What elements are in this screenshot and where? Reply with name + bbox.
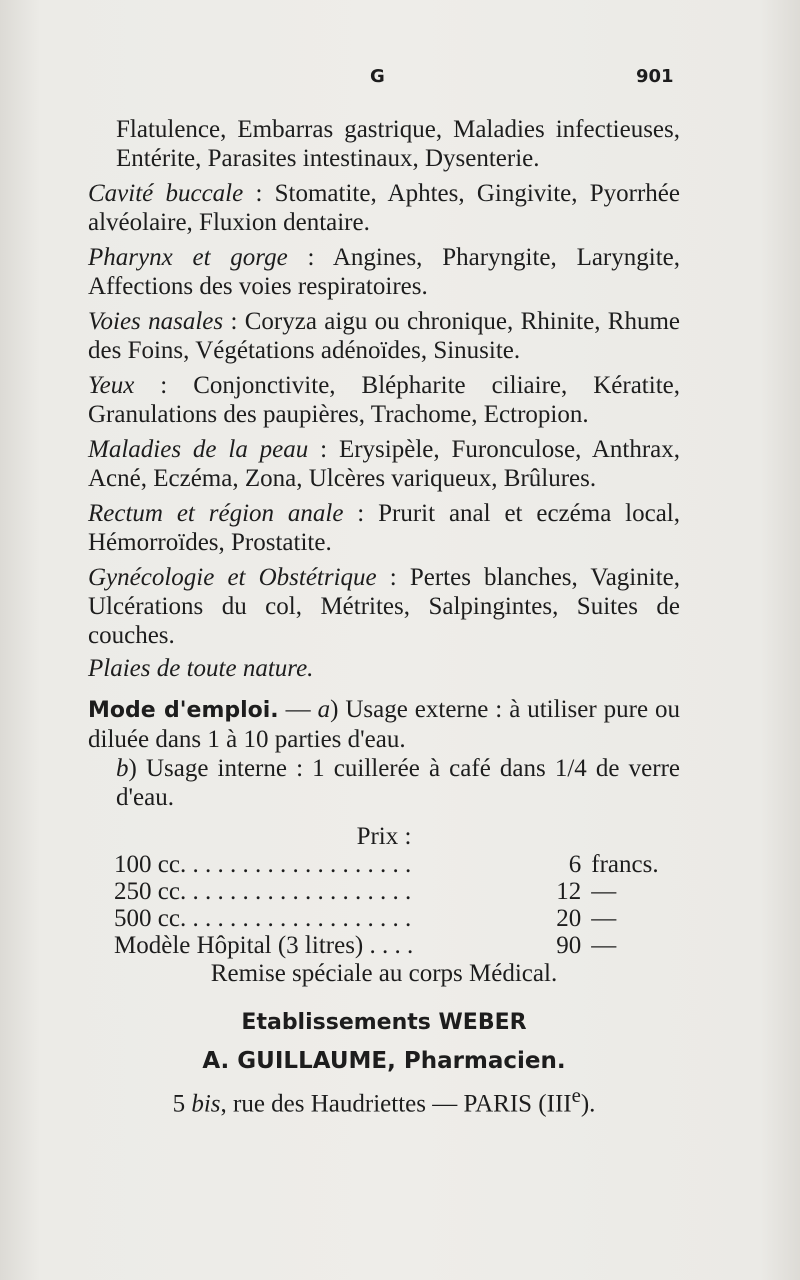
section-pharynx bbox=[88, 243, 680, 301]
prix-title: Prix : bbox=[356, 823, 412, 850]
price-item: 100 cc. . . . . . . . . . . . . . . . . . . bbox=[114, 851, 412, 878]
price-row bbox=[114, 851, 680, 878]
section-rectum bbox=[88, 499, 680, 557]
price-unit: — bbox=[591, 905, 617, 932]
page-content bbox=[88, 115, 680, 1119]
mode-a-marker: a bbox=[317, 696, 331, 723]
section-text: : Pertes blanches, Vaginite, Ulcérations du col, Métrites, Salpingintes, Suites de couches. bbox=[88, 564, 680, 649]
mode-usage-externe bbox=[88, 695, 680, 754]
section-heading: Pharynx et gorge bbox=[88, 244, 288, 271]
address-street: , rue des Haudriettes — PARIS (III bbox=[220, 1090, 572, 1118]
section-text: : Coryza aigu ou chronique, Rhinite, Rhume des Foins, Végétations adénoïdes, Sinusite. bbox=[88, 308, 680, 364]
remise-note: Remise spéciale au corps Médical. bbox=[210, 960, 558, 987]
intro-paragraph bbox=[88, 115, 680, 173]
section-heading: Rectum et région anale bbox=[88, 500, 344, 527]
section-yeux bbox=[88, 371, 680, 429]
running-head bbox=[0, 66, 800, 94]
price-row bbox=[114, 878, 680, 905]
price-row bbox=[114, 932, 680, 959]
price-value: 90 bbox=[556, 932, 582, 959]
section-heading: Maladies de la peau bbox=[88, 436, 309, 463]
address-bis: bis bbox=[191, 1090, 221, 1118]
section-heading: Gynécologie et Obstétrique bbox=[88, 564, 377, 591]
section-heading: Cavité buccale bbox=[88, 180, 244, 207]
mode-emploi bbox=[88, 695, 680, 812]
price-unit: — bbox=[591, 932, 617, 959]
section-voies-nasales bbox=[88, 307, 680, 365]
price-value: 20 bbox=[556, 905, 582, 932]
page-number: 901 bbox=[636, 66, 674, 87]
price-item: 250 cc. . . . . . . . . . . . . . . . . . . bbox=[114, 878, 412, 905]
mode-b-marker: b bbox=[116, 755, 129, 782]
establishment-name: Etablissements WEBER bbox=[241, 1010, 527, 1035]
section-heading: Plaies de toute nature. bbox=[88, 655, 314, 682]
intro-text: Flatulence, Embarras gastrique, Maladies infectieuses, Entérite, Parasites intestinaux, Dysenterie. bbox=[116, 116, 680, 172]
price-item: 500 cc. . . . . . . . . . . . . . . . . . . bbox=[114, 905, 412, 932]
section-text: : Erysipèle, Furonculose, Anthrax, Acné, Eczéma, Zona, Ulcères variqueux, Brûlures. bbox=[88, 436, 680, 492]
section-text: : Conjonctivite, Blépharite ciliaire, Kératite, Granulations des paupières, Trachome, Ectropion. bbox=[88, 372, 680, 428]
mode-b-text: ) Usage interne : 1 cuillerée à café dans 1/4 de verre d'eau. bbox=[116, 755, 680, 811]
price-value: 12 bbox=[556, 878, 582, 905]
section-peau bbox=[88, 435, 680, 493]
address-end: ). bbox=[580, 1090, 596, 1118]
mode-a-text: ) Usage externe : à utiliser pure ou diluée dans 1 à 10 parties d'eau. bbox=[88, 696, 680, 753]
section-text: : Angines, Pharyngite, Laryngite, Affections des voies respiratoires. bbox=[88, 244, 680, 300]
mode-dash: — bbox=[278, 696, 318, 723]
section-text: : Prurit anal et eczéma local, Hémorroïdes, Prostatite. bbox=[88, 500, 680, 556]
mode-label: Mode d'emploi. bbox=[88, 698, 279, 723]
section-plaies bbox=[88, 654, 680, 683]
mode-usage-interne bbox=[88, 754, 680, 812]
address-superscript: e bbox=[571, 1083, 581, 1107]
price-unit: — bbox=[591, 878, 617, 905]
address bbox=[88, 1080, 680, 1119]
pharmacist-name: A. GUILLAUME, Pharmacien. bbox=[202, 1048, 566, 1074]
section-heading: Yeux bbox=[88, 372, 135, 399]
section-heading: Voies nasales bbox=[88, 308, 224, 335]
price-unit: francs. bbox=[591, 851, 659, 878]
section-text: : Stomatite, Aphtes, Gingivite, Pyorrhée alvéolaire, Fluxion dentaire. bbox=[88, 180, 680, 236]
price-item: Modèle Hôpital (3 litres) . . . . bbox=[114, 932, 414, 959]
section-letter: G bbox=[370, 66, 385, 87]
address-number: 5 bbox=[172, 1090, 186, 1118]
section-gynecologie bbox=[88, 563, 680, 650]
section-cavite-buccale bbox=[88, 179, 680, 237]
price-row bbox=[114, 905, 680, 932]
price-value: 6 bbox=[568, 851, 582, 878]
price-table bbox=[114, 851, 680, 959]
